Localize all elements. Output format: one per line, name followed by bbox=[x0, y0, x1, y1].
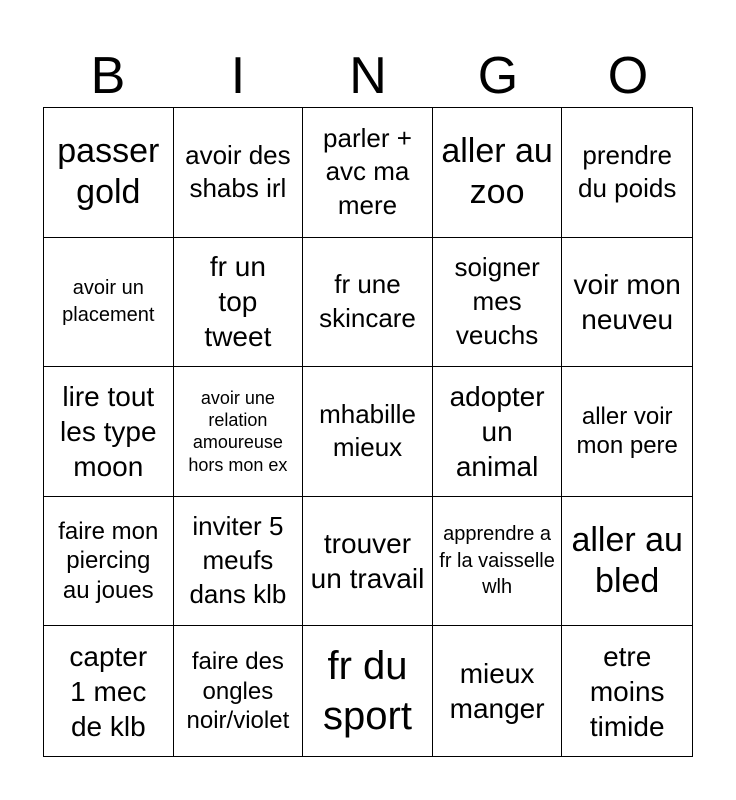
bingo-cell-r2-c5[interactable] bbox=[562, 238, 692, 368]
bingo-cell-r5-c2[interactable] bbox=[174, 626, 304, 756]
cell-text: fr du sport bbox=[323, 644, 412, 739]
bingo-cell-r2-c2[interactable] bbox=[174, 238, 304, 368]
cell-text: etre moins timide bbox=[589, 640, 665, 742]
cell-text: parler + avc ma mere bbox=[323, 122, 412, 221]
bingo-cell-r2-c4[interactable] bbox=[433, 238, 563, 368]
cell-text: adopter un animal bbox=[449, 380, 545, 482]
header-letter-g: G bbox=[477, 47, 519, 105]
bingo-cell-r4-c4[interactable] bbox=[433, 497, 563, 627]
cell-text: trouver un travail bbox=[310, 528, 425, 595]
bingo-cell-r3-c4[interactable] bbox=[433, 367, 563, 497]
cell-text: faire mon piercing au joues bbox=[58, 518, 159, 604]
cell-text: avoir un placement bbox=[62, 277, 155, 326]
header-letter-n: N bbox=[349, 47, 387, 105]
cell-text: lire tout les type moon bbox=[60, 380, 157, 482]
bingo-cell-r4-c2[interactable] bbox=[174, 497, 304, 627]
bingo-board bbox=[43, 107, 693, 757]
cell-text: avoir des shabs irl bbox=[185, 139, 291, 204]
cell-text: prendre du poids bbox=[578, 139, 677, 204]
bingo-cell-r2-c1[interactable] bbox=[44, 238, 174, 368]
bingo-cell-r3-c1[interactable] bbox=[44, 367, 174, 497]
header-letter-b: B bbox=[90, 47, 126, 105]
bingo-cell-r1-c5[interactable] bbox=[562, 108, 692, 238]
bingo-cell-r2-c3[interactable] bbox=[303, 238, 433, 368]
header-letter-i: I bbox=[230, 47, 246, 105]
cell-text: inviter 5 meufs dans klb bbox=[189, 511, 287, 609]
bingo-cell-r3-c2[interactable] bbox=[174, 367, 304, 497]
cell-text: fr un top tweet bbox=[204, 251, 272, 353]
cell-text: aller voir mon pere bbox=[576, 403, 678, 460]
bingo-cell-r4-c3[interactable] bbox=[303, 497, 433, 627]
cell-text: apprendre a fr la vaisselle wlh bbox=[439, 523, 555, 599]
bingo-cell-r5-c1[interactable] bbox=[44, 626, 174, 756]
bingo-cell-r5-c5[interactable] bbox=[562, 626, 692, 756]
cell-text: faire des ongles noir/violet bbox=[186, 648, 290, 734]
bingo-cell-r1-c3[interactable] bbox=[303, 108, 433, 238]
bingo-cell-r4-c5[interactable] bbox=[562, 497, 692, 627]
bingo-cell-r3-c5[interactable] bbox=[562, 367, 692, 497]
bingo-cell-r5-c4[interactable] bbox=[433, 626, 563, 756]
cell-text: aller au bled bbox=[571, 520, 683, 601]
cell-text: avoir une relation amoureuse hors mon ex bbox=[188, 387, 288, 475]
cell-text: fr une skincare bbox=[319, 269, 416, 333]
bingo-cell-r5-c3[interactable] bbox=[303, 626, 433, 756]
bingo-cell-r3-c3[interactable] bbox=[303, 367, 433, 497]
bingo-cell-r1-c4[interactable] bbox=[433, 108, 563, 238]
cell-text: mhabille mieux bbox=[319, 398, 416, 463]
cell-text: mieux manger bbox=[449, 658, 545, 725]
header-letter-o: O bbox=[607, 47, 649, 105]
cell-text: aller au zoo bbox=[441, 131, 553, 212]
bingo-cell-r1-c1[interactable] bbox=[44, 108, 174, 238]
bingo-header bbox=[43, 44, 693, 108]
cell-text: capter 1 mec de klb bbox=[69, 640, 148, 742]
cell-text: passer gold bbox=[57, 131, 160, 212]
cell-text: soigner mes veuchs bbox=[454, 252, 540, 350]
bingo-cell-r4-c1[interactable] bbox=[44, 497, 174, 627]
bingo-cell-r1-c2[interactable] bbox=[174, 108, 304, 238]
cell-text: voir mon neuveu bbox=[573, 268, 681, 335]
